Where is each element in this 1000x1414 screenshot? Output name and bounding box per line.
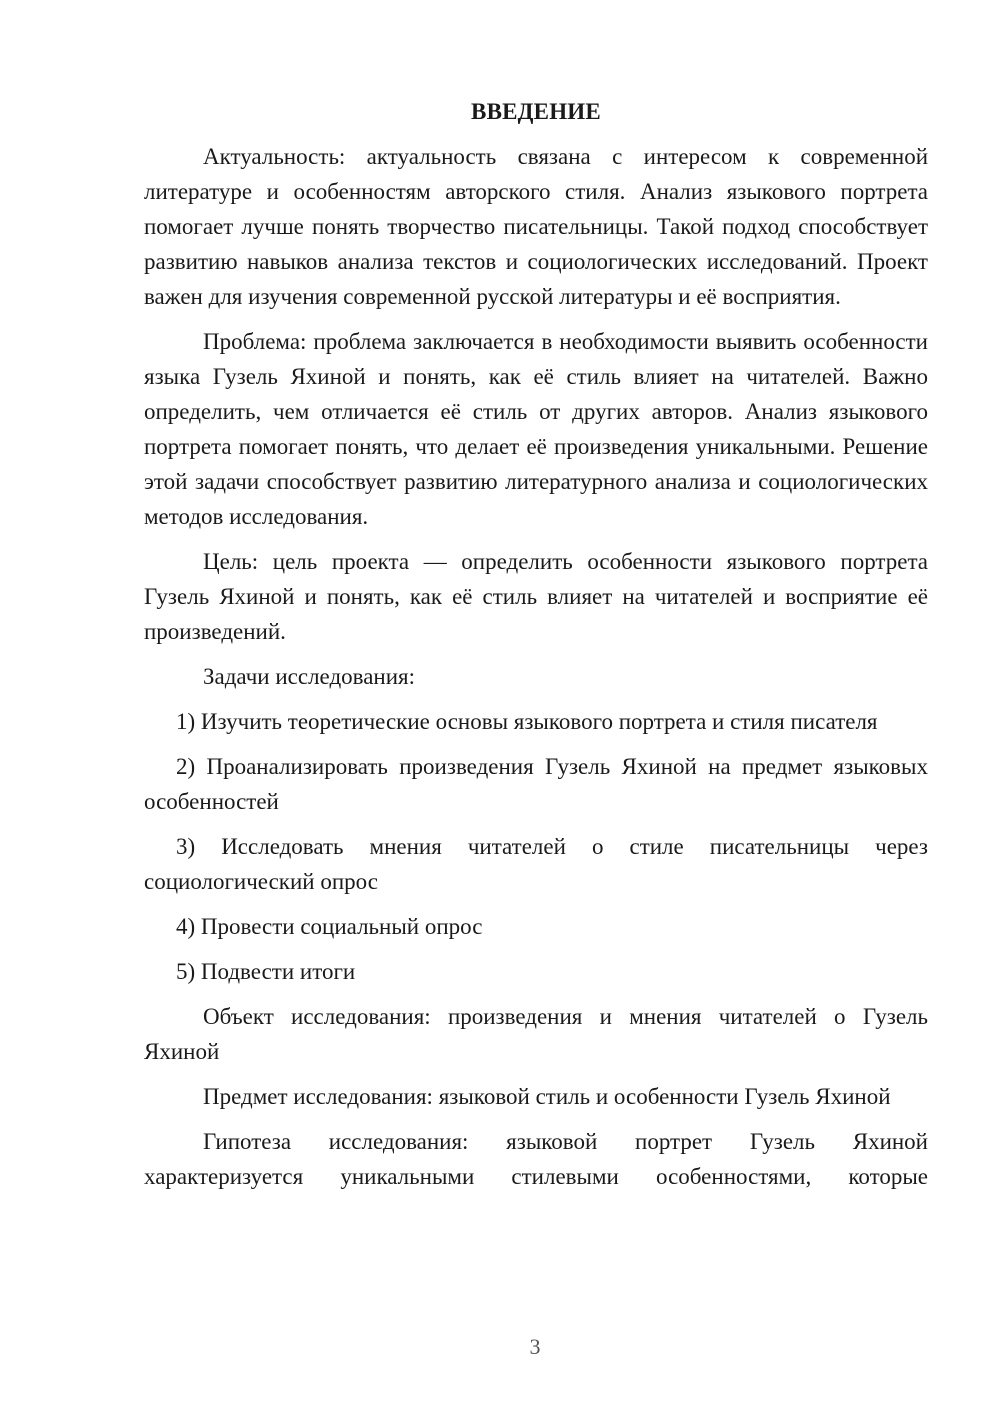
relevance-paragraph: Актуальность: актуальность связана с интересом к современной литературе и особенностям авторского стиля. Анализ языкового портрета помогает лучше понять творчество писательницы. Такой подход способствует развитию навыков анализа текстов и социологических исследований. Проект важен для изучения современной русской литературы и её восприятия. bbox=[144, 144, 928, 309]
task-item-3: 3) Исследовать мнения читателей о стиле писательницы через социологический опрос bbox=[144, 834, 928, 894]
hypothesis-paragraph: Гипотеза исследования: языковой портрет Гузель Яхиной характеризуется уникальными стилевыми особенностями, которые bbox=[144, 1129, 928, 1189]
goal-paragraph: Цель: цель проекта — определить особенности языкового портрета Гузель Яхиной и понять, как её стиль влияет на читателей и восприятие её произведений. bbox=[144, 549, 928, 644]
task-item-5: 5) Подвести итоги bbox=[176, 959, 356, 984]
object-paragraph: Объект исследования: произведения и мнения читателей о Гузель Яхиной bbox=[144, 1004, 928, 1064]
task-item-1: 1) Изучить теоретические основы языкового портрета и стиля писателя bbox=[176, 709, 878, 734]
page-content bbox=[144, 94, 928, 1194]
task-item-4: 4) Провести социальный опрос bbox=[176, 914, 483, 939]
subject-paragraph: Предмет исследования: языковой стиль и особенности Гузель Яхиной bbox=[203, 1084, 891, 1109]
task-item-2: 2) Проанализировать произведения Гузель Яхиной на предмет языковых особенностей bbox=[144, 754, 928, 814]
page-number: 3 bbox=[529, 1334, 541, 1359]
section-title: ВВЕДЕНИЕ bbox=[471, 99, 601, 124]
tasks-heading: Задачи исследования: bbox=[203, 664, 416, 689]
problem-paragraph: Проблема: проблема заключается в необходимости выявить особенности языка Гузель Яхиной и понять, как её стиль влияет на читателей. Важно определить, чем отличается её стиль от других авторов. Анализ языкового портрета помогает понять, что делает её произведения уникальными. Решение этой задачи способствует развитию литературного анализа и социологических методов исследования. bbox=[144, 329, 928, 529]
